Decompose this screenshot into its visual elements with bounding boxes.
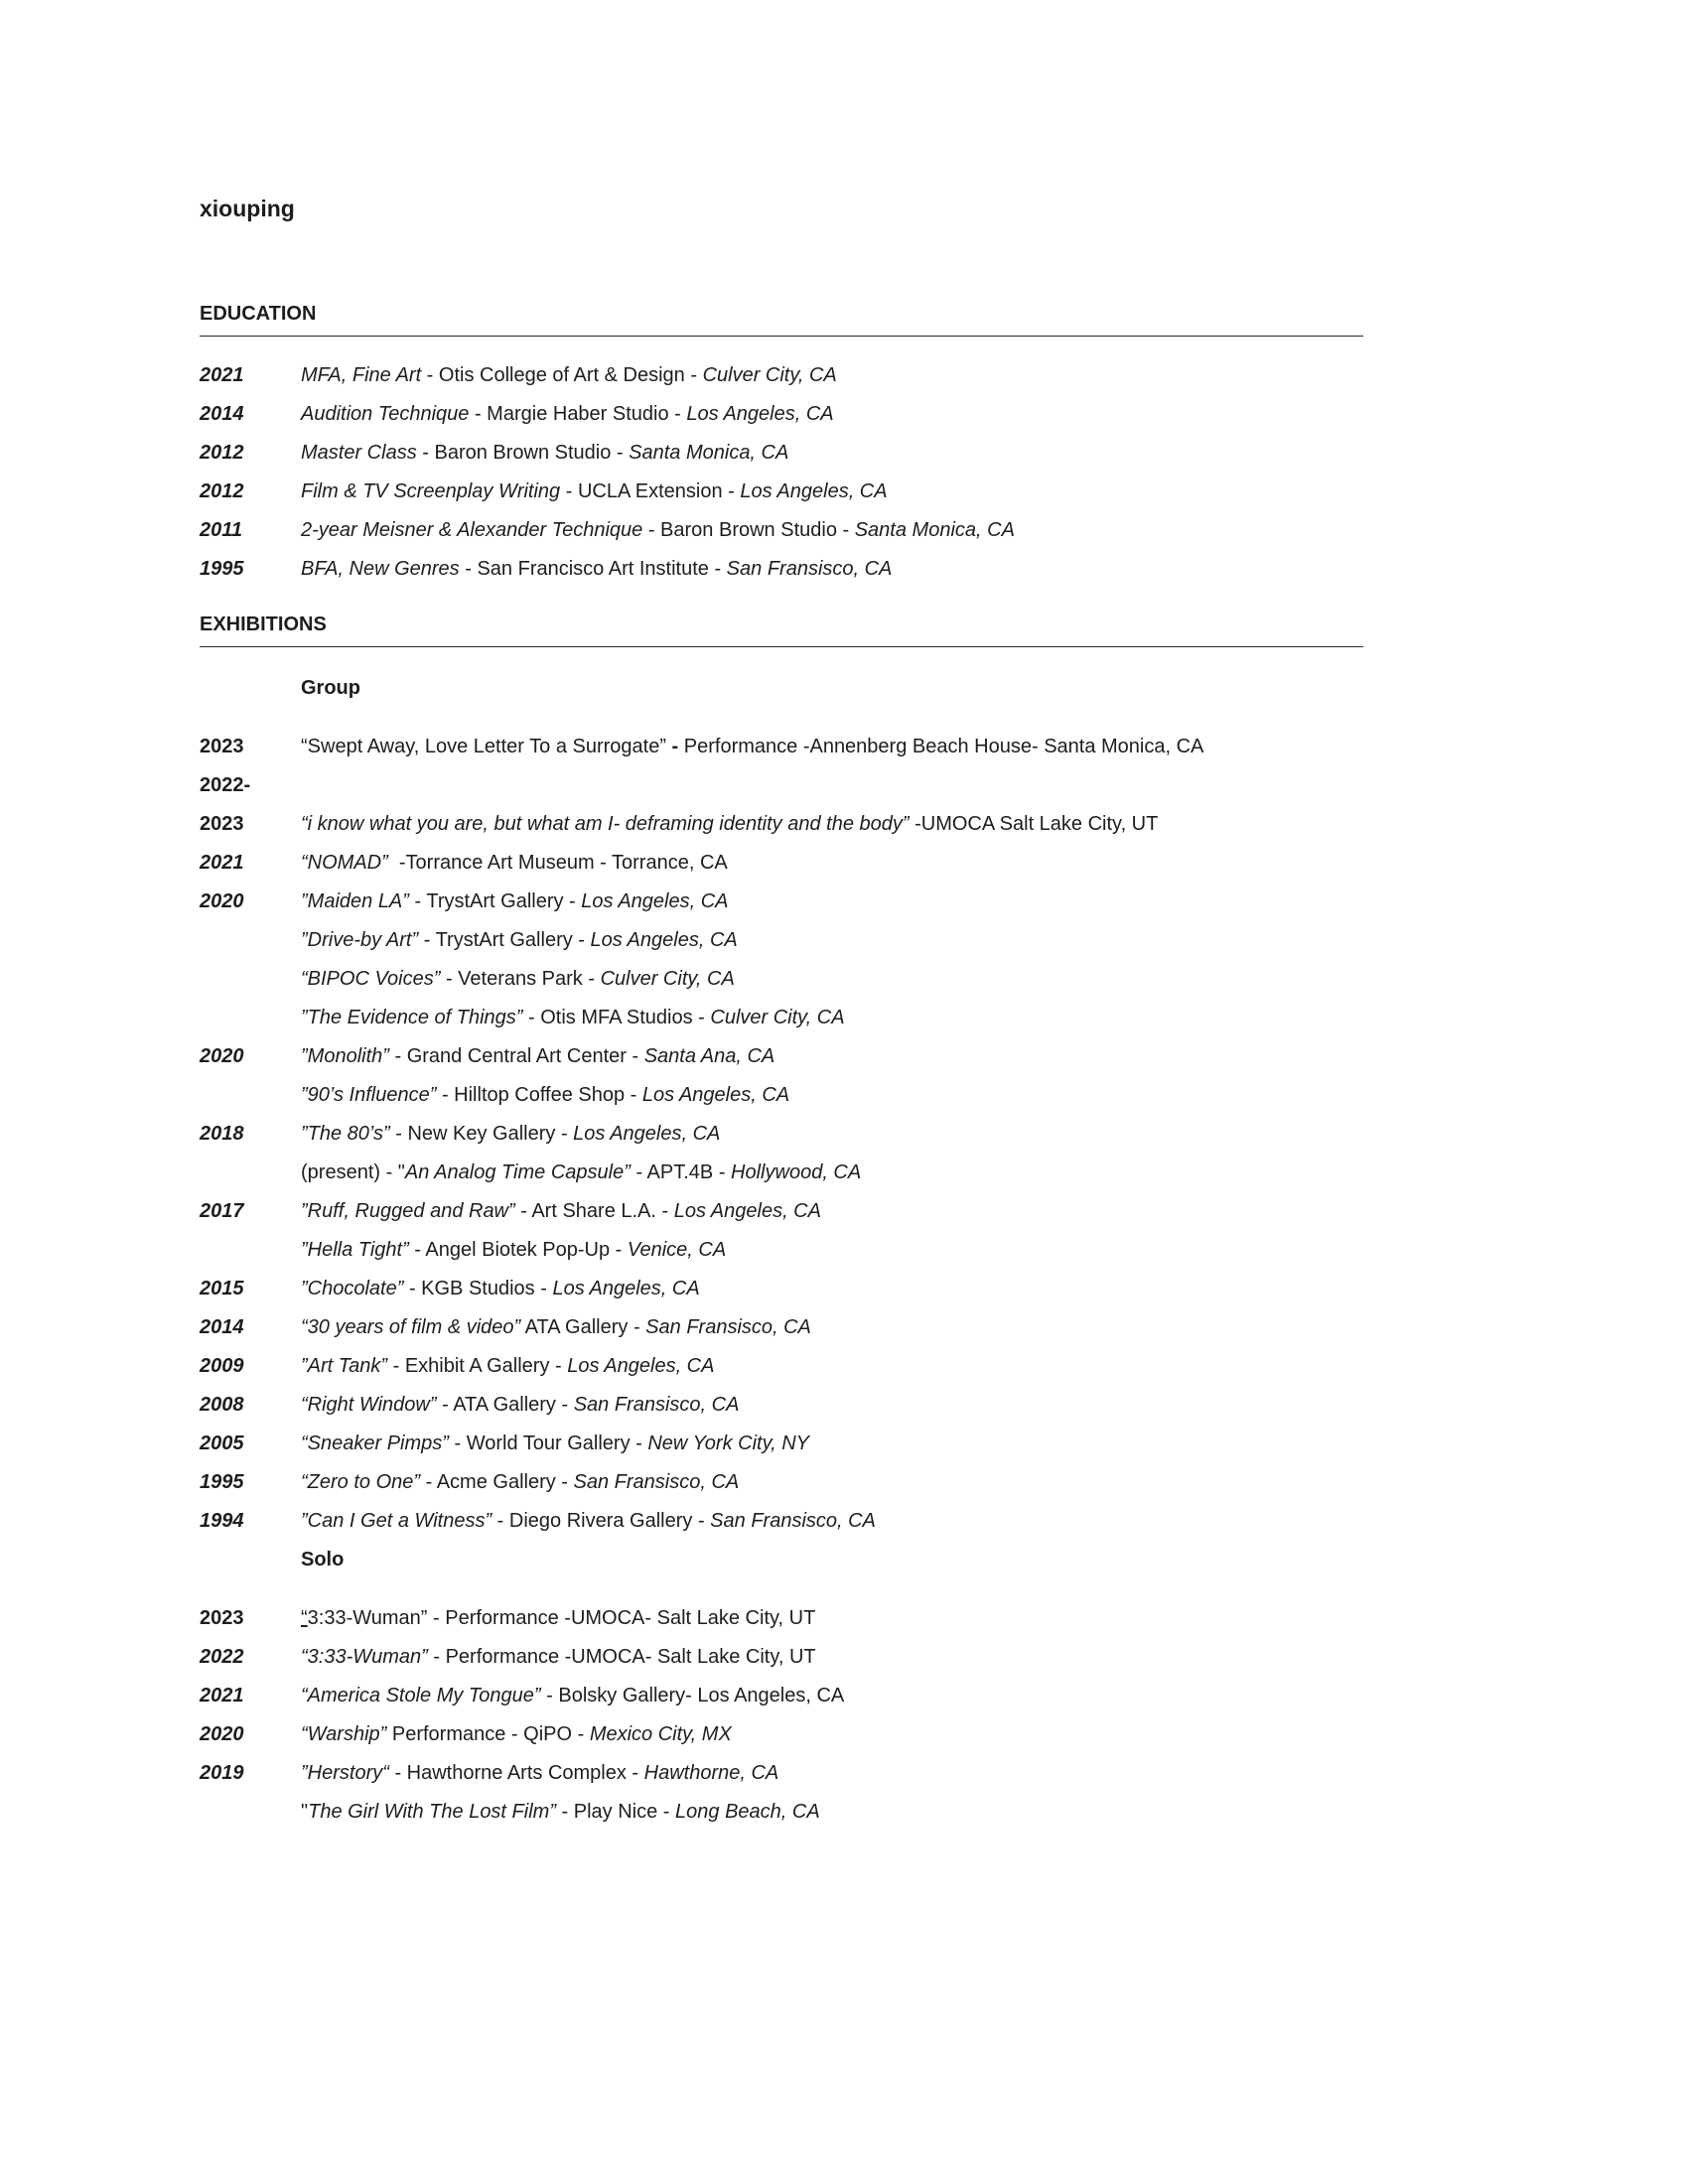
group-exhibition-rows <box>200 728 1628 1541</box>
education-row <box>200 550 1628 589</box>
section-rule <box>200 646 1363 647</box>
section-rule <box>200 336 1363 337</box>
exhibition-row <box>200 844 1628 883</box>
entry-text: Film & TV Screenplay Writing - UCLA Extension - Los Angeles, CA <box>301 480 888 502</box>
exhibition-row <box>200 921 1628 960</box>
education-row <box>200 511 1628 550</box>
entry-year: 2011 <box>200 519 243 541</box>
entry-text: “3:33-Wuman” - Performance -UMOCA- Salt Lake City, UT <box>301 1607 816 1629</box>
exhibitions-heading: EXHIBITIONS <box>200 614 327 635</box>
entry-year: 2023 <box>200 736 244 757</box>
education-row <box>200 395 1628 434</box>
exhibition-row <box>200 728 1628 766</box>
exhibition-row <box>200 766 1628 805</box>
entry-year: 2012 <box>200 442 244 464</box>
exhibition-row <box>200 1793 1628 1832</box>
education-section <box>200 302 1628 589</box>
entry-text: ”Can I Get a Witness” - Diego Rivera Gallery - San Fransisco, CA <box>301 1510 876 1532</box>
entry-year: 2020 <box>200 890 244 912</box>
entry-text: BFA, New Genres - San Francisco Art Institute - San Fransisco, CA <box>301 558 893 580</box>
entry-text: Master Class - Baron Brown Studio - Santa Monica, CA <box>301 442 789 464</box>
entry-text: “Zero to One” - Acme Gallery - San Fransisco, CA <box>301 1471 740 1493</box>
exhibition-row <box>200 1599 1628 1638</box>
exhibition-row <box>200 1386 1628 1425</box>
exhibition-row <box>200 1270 1628 1308</box>
entry-text: ”Herstory“ - Hawthorne Arts Complex - Hawthorne, CA <box>301 1762 779 1784</box>
entry-year <box>200 921 301 960</box>
entry-year: 2014 <box>200 1316 244 1338</box>
entry-text: ”Monolith” - Grand Central Art Center - Santa Ana, CA <box>301 1045 775 1067</box>
education-row <box>200 356 1628 395</box>
entry-year: 2023 <box>200 813 244 835</box>
entry-year: 2014 <box>200 403 244 425</box>
exhibition-row <box>200 1677 1628 1715</box>
exhibition-row <box>200 1502 1628 1541</box>
exhibition-row <box>200 1754 1628 1793</box>
entry-text: “30 years of film & video” ATA Gallery - San Fransisco, CA <box>301 1316 811 1338</box>
entry-text: ”Drive-by Art” - TrystArt Gallery - Los Angeles, CA <box>301 929 738 951</box>
exhibition-row <box>200 1463 1628 1502</box>
entry-year: 2008 <box>200 1394 244 1416</box>
entry-year <box>200 1154 301 1192</box>
entry-year: 2021 <box>200 852 244 874</box>
entry-text: ”Hella Tight” - Angel Biotek Pop-Up - Venice, CA <box>301 1239 727 1261</box>
entry-year: 2020 <box>200 1045 244 1067</box>
exhibitions-section <box>200 613 1628 1832</box>
entry-text: MFA, Fine Art - Otis College of Art & Design - Culver City, CA <box>301 364 837 386</box>
solo-subheading: Solo <box>301 1549 345 1570</box>
entry-text: “Right Window” - ATA Gallery - San Fransisco, CA <box>301 1394 740 1416</box>
entry-year: 2022- <box>200 774 251 796</box>
entry-year <box>200 1793 301 1832</box>
entry-text: ”Ruff, Rugged and Raw” - Art Share L.A. - Los Angeles, CA <box>301 1200 821 1222</box>
entry-year: 2020 <box>200 1723 244 1745</box>
entry-text: ”The 80’s” - New Key Gallery - Los Angeles, CA <box>301 1123 721 1145</box>
entry-text: “Sneaker Pimps” - World Tour Gallery - New York City, NY <box>301 1433 809 1454</box>
entry-year <box>200 1231 301 1270</box>
exhibition-row <box>200 1115 1628 1154</box>
entry-text: (present) - "An Analog Time Capsule” - APT.4B - Hollywood, CA <box>301 1161 862 1183</box>
entry-text: ”Art Tank” - Exhibit A Gallery - Los Angeles, CA <box>301 1355 715 1377</box>
entry-year <box>200 960 301 999</box>
entry-year <box>200 999 301 1037</box>
entry-text: “Swept Away, Love Letter To a Surrogate” - Performance -Annenberg Beach House- Santa Monica, CA <box>301 736 1204 757</box>
entry-text: “Warship” Performance - QiPO - Mexico City, MX <box>301 1723 732 1745</box>
entry-year: 2018 <box>200 1123 244 1145</box>
entry-year: 2017 <box>200 1200 244 1222</box>
entry-year: 2009 <box>200 1355 244 1377</box>
exhibition-row <box>200 805 1628 844</box>
entry-text: “i know what you are, but what am I- deframing identity and the body” -UMOCA Salt Lake City, UT <box>301 813 1159 835</box>
entry-text: “3:33-Wuman” - Performance -UMOCA- Salt Lake City, UT <box>301 1646 816 1668</box>
exhibition-row <box>200 1154 1628 1192</box>
entry-text: “NOMAD” -Torrance Art Museum - Torrance, CA <box>301 852 728 874</box>
entry-text: “America Stole My Tongue” - Bolsky Gallery- Los Angeles, CA <box>301 1685 845 1706</box>
exhibition-row <box>200 960 1628 999</box>
entry-year: 2019 <box>200 1762 244 1784</box>
entry-text: ”Maiden LA” - TrystArt Gallery - Los Angeles, CA <box>301 890 729 912</box>
entry-year: 2021 <box>200 364 244 386</box>
exhibition-row <box>200 1076 1628 1115</box>
exhibition-row <box>200 1715 1628 1754</box>
education-heading: EDUCATION <box>200 303 317 325</box>
entry-year: 1995 <box>200 558 244 580</box>
entry-year: 2022 <box>200 1646 244 1668</box>
exhibition-row <box>200 1231 1628 1270</box>
education-row <box>200 434 1628 473</box>
entry-text: Audition Technique - Margie Haber Studio - Los Angeles, CA <box>301 403 834 425</box>
exhibition-row <box>200 999 1628 1037</box>
exhibition-row <box>200 1638 1628 1677</box>
entry-year: 2023 <box>200 1607 244 1629</box>
solo-exhibition-rows <box>200 1599 1628 1832</box>
entry-text: ”The Evidence of Things” - Otis MFA Studios - Culver City, CA <box>301 1007 845 1028</box>
entry-text: ”90’s Influence” - Hilltop Coffee Shop - Los Angeles, CA <box>301 1084 790 1106</box>
exhibition-row <box>200 883 1628 921</box>
exhibition-row <box>200 1192 1628 1231</box>
entry-year: 1994 <box>200 1510 244 1532</box>
education-row <box>200 473 1628 511</box>
group-subheading: Group <box>301 677 360 699</box>
entry-year: 1995 <box>200 1471 244 1493</box>
entry-year <box>200 1076 301 1115</box>
page-title: xiouping <box>200 196 295 221</box>
education-rows <box>200 356 1628 589</box>
entry-text: ”Chocolate” - KGB Studios - Los Angeles, CA <box>301 1278 700 1299</box>
entry-year: 2021 <box>200 1685 244 1706</box>
exhibition-row <box>200 1425 1628 1463</box>
entry-year: 2015 <box>200 1278 244 1299</box>
entry-text: 2-year Meisner & Alexander Technique - Baron Brown Studio - Santa Monica, CA <box>301 519 1015 541</box>
exhibition-row <box>200 1347 1628 1386</box>
exhibition-row <box>200 1037 1628 1076</box>
exhibition-row <box>200 1308 1628 1347</box>
entry-text: "The Girl With The Lost Film” - Play Nice - Long Beach, CA <box>301 1801 820 1823</box>
entry-year: 2012 <box>200 480 244 502</box>
entry-text: “BIPOC Voices” - Veterans Park - Culver City, CA <box>301 968 735 990</box>
entry-year: 2005 <box>200 1433 244 1454</box>
